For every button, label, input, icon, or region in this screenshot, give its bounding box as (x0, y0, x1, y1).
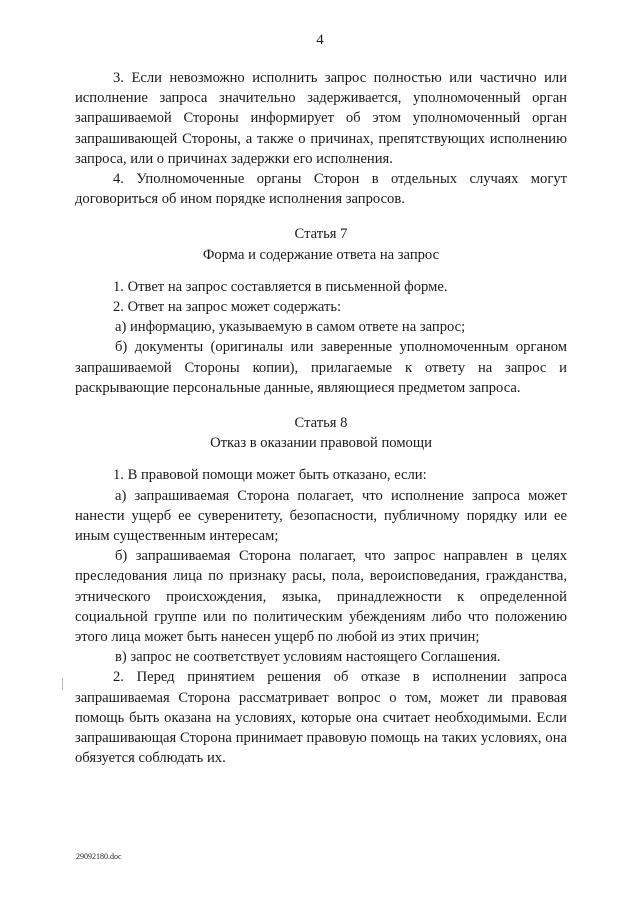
article-7-paragraph: б) документы (оригиналы или заверенные уполномоченным органом запрашиваемой Стороны копии), прилагаемые к ответу на запрос и раскрывающие персональные данные, являющиеся предметом запроса. (75, 339, 567, 396)
document-body (75, 68, 567, 769)
margin-mark (62, 678, 63, 690)
article-7-paragraph: а) информацию, указываемую в самом ответе на запрос; (115, 319, 466, 336)
article-8-paragraph: а) запрашиваемая Сторона полагает, что исполнение запроса может нанести ущерб ее суверенитету, безопасности, публичному порядку или ее иным существенным интересам; (75, 487, 567, 545)
file-code: 29092180.doc (76, 852, 122, 861)
article-7-paragraph: 2. Ответ на запрос может содержать: (113, 299, 342, 316)
article-7-title: Форма и содержание ответа на запрос (202, 246, 440, 263)
article-7-number: Статья 7 (294, 226, 348, 243)
article-8-title: Отказ в оказании правовой помощи (210, 435, 432, 452)
article-8-number: Статья 8 (294, 415, 348, 432)
article-8-paragraph: б) запрашиваемая Сторона полагает, что запрос направлен в целях преследования лица по признаку расы, пола, вероисповедания, гражданства, этнического происхождения, языка, принадлежности к определенной социальной группе или по политическим убеждениям либо что положению этого лица может быть нанесен ущерб по любой из этих причин; (75, 548, 567, 646)
paragraph-4: 4. Уполномоченные органы Сторон в отдельных случаях могут договориться об ином порядке исполнения запросов. (75, 171, 567, 208)
article-7-paragraph: 1. Ответ на запрос составляется в письменной форме. (113, 278, 448, 295)
article-8-paragraph: 1. В правовой помощи может быть отказано, если: (113, 467, 427, 484)
paragraph-3: 3. Если невозможно исполнить запрос полностью или частично или исполнение запроса значительно задерживается, уполномоченный орган запрашиваемой Стороны информирует об этом уполномоченный орган запрашивающей Стороны, а также о причинах, препятствующих исполнению запроса, или о причинах задержки его исполнения. (75, 70, 567, 167)
article-8-paragraph: 2. Перед принятием решения об отказе в исполнении запроса запрашиваемая Сторона рассматривает вопрос о том, может ли правовая помощь быть оказана на условиях, которые она считает необходимыми. Если запрашивающая Сторона принимает правовую помощь на таких условиях, она обязуется соблюдать их. (75, 669, 567, 767)
page-number: 4 (316, 32, 324, 48)
article-8-paragraph: в) запрос не соответствует условиям настоящего Соглашения. (115, 649, 501, 666)
